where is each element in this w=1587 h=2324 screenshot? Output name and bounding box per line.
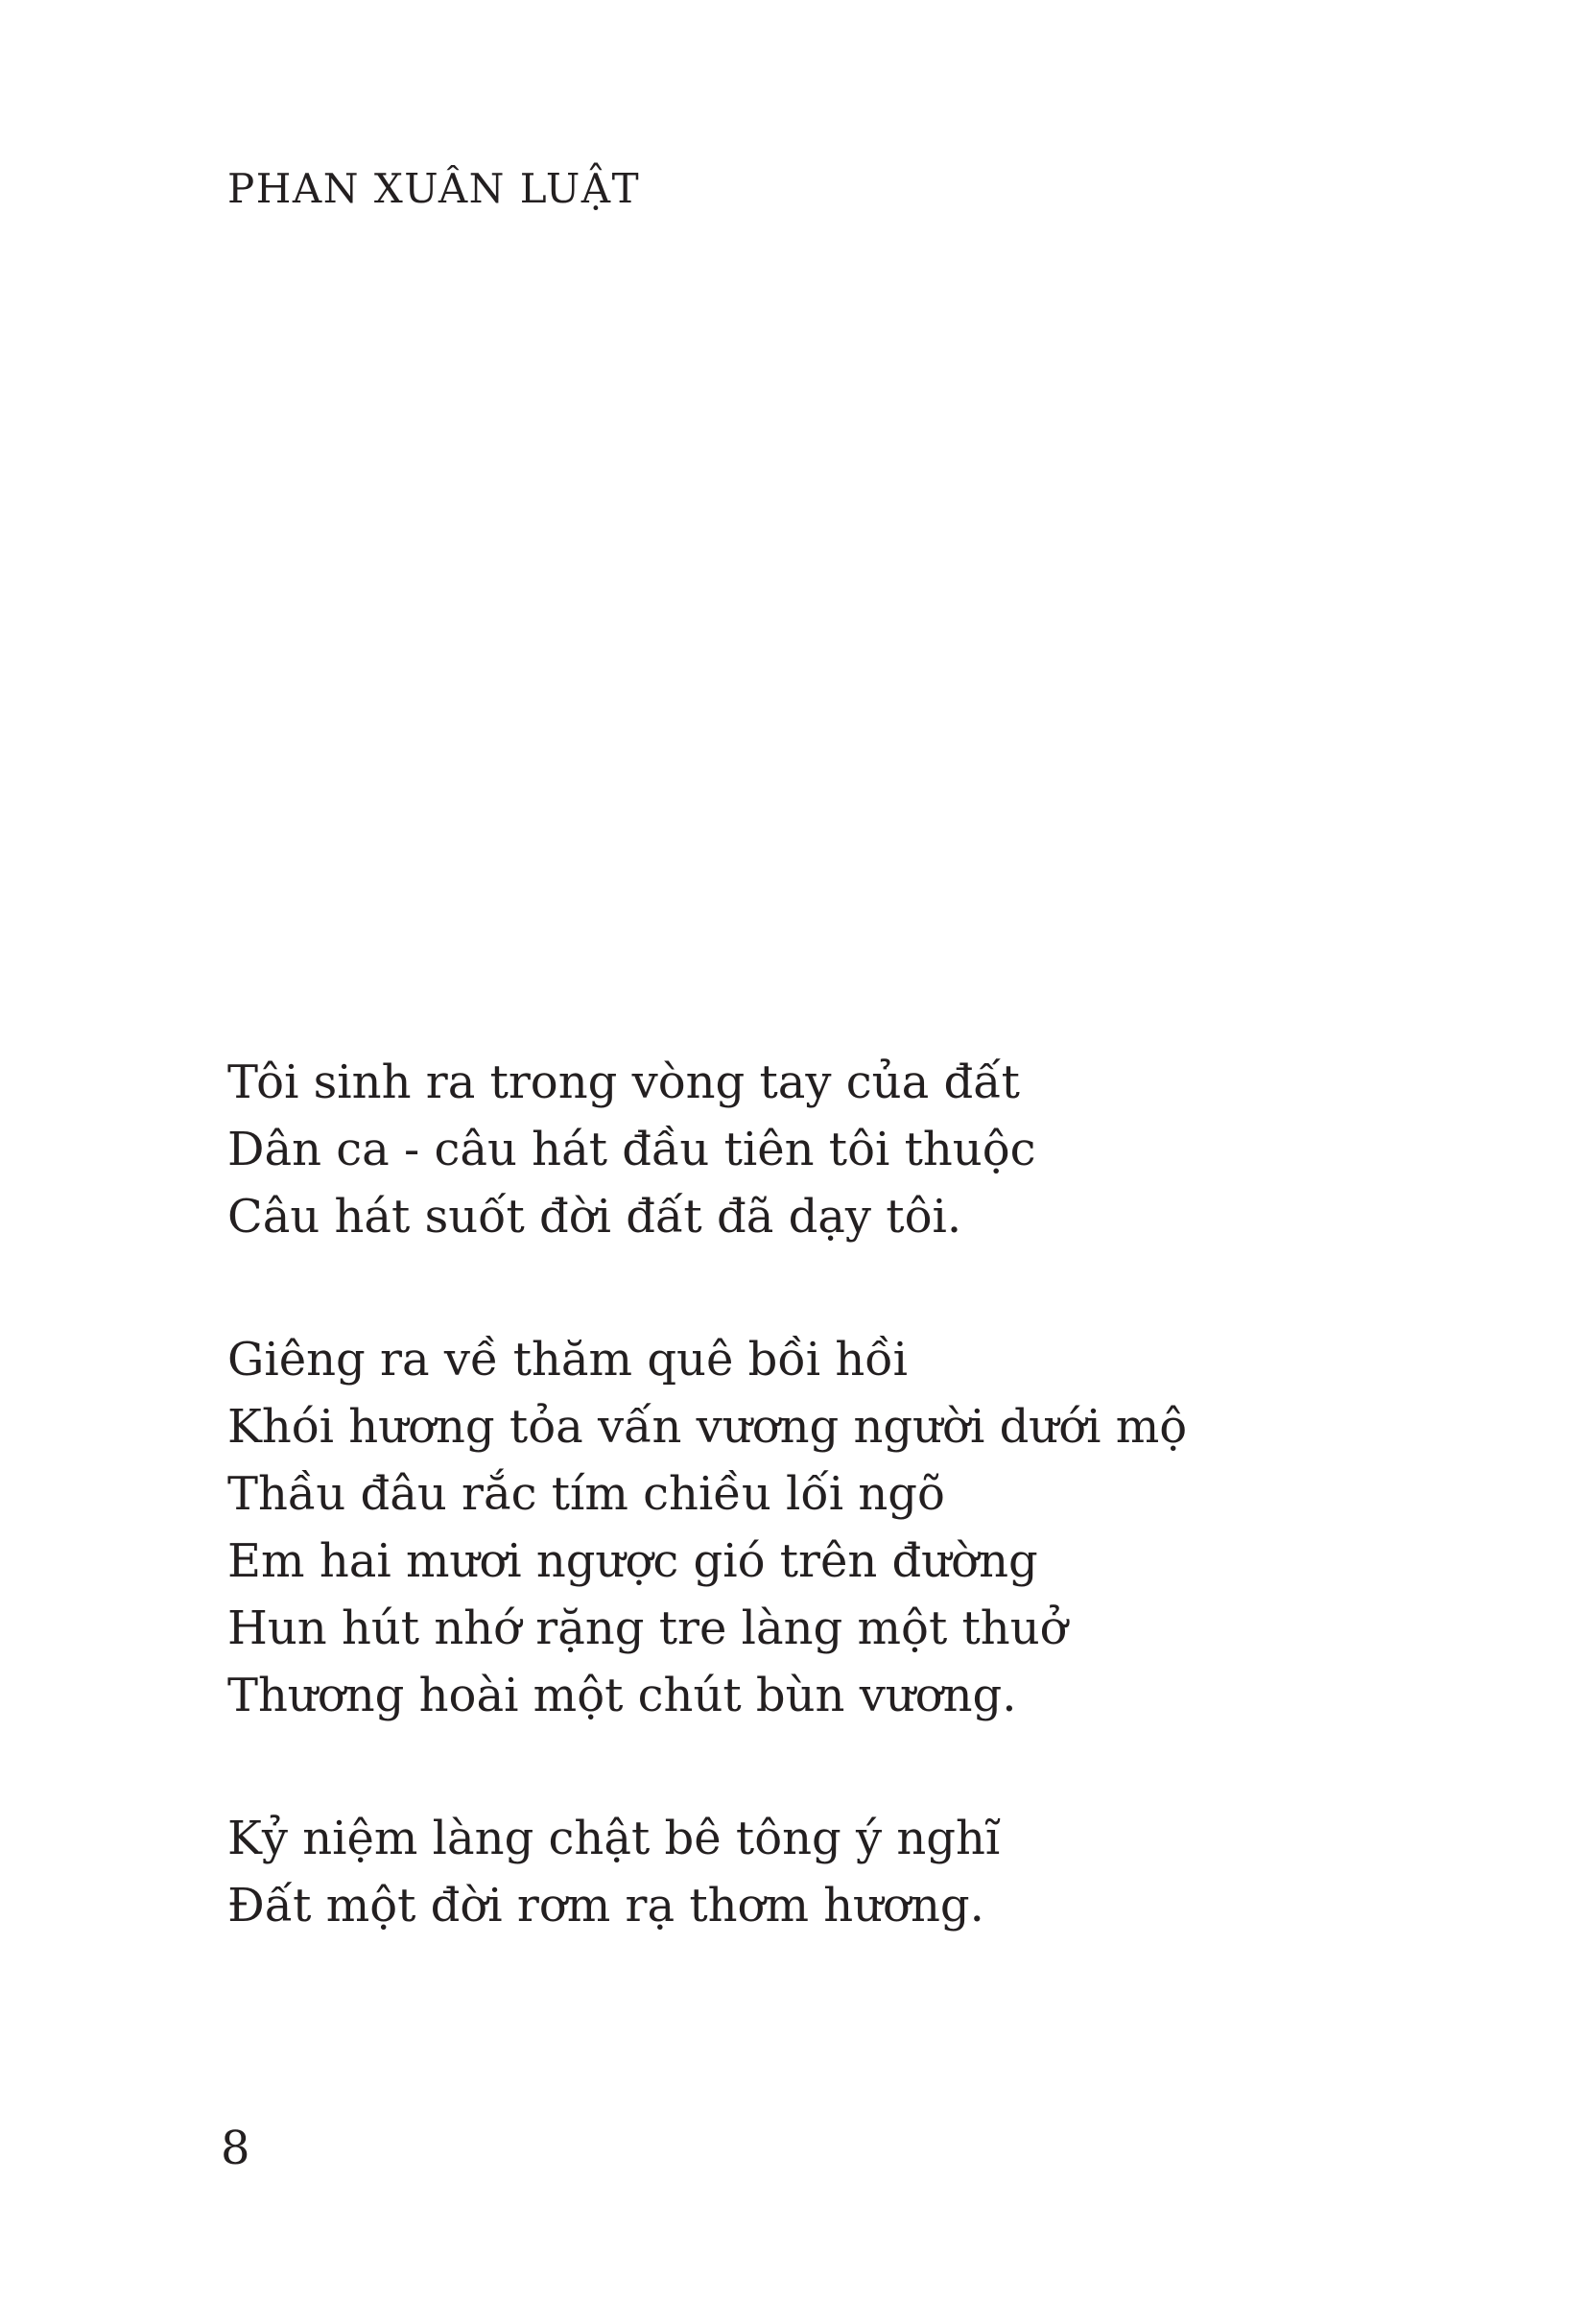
poem-line: Dân ca - câu hát đầu tiên tôi thuộc xyxy=(227,1123,1036,1176)
poem-line: Tôi sinh ra trong vòng tay của đất xyxy=(227,1055,1020,1109)
poem-line: Khói hương tỏa vấn vương người dưới mộ xyxy=(227,1400,1188,1454)
poem-line: Thầu đâu rắc tím chiều lối ngõ xyxy=(227,1467,945,1521)
page-number: 8 xyxy=(221,2122,250,2175)
stanza-1 xyxy=(227,1049,1187,1250)
poem-line: Hun hút nhớ rặng tre làng một thuở xyxy=(227,1601,1068,1655)
poem-line: Câu hát suốt đời đất đã dạy tôi. xyxy=(227,1190,962,1244)
poem xyxy=(227,1049,1187,2015)
poem-line: Thương hoài một chút bùn vương. xyxy=(227,1669,1017,1722)
poem-line: Em hai mươi ngược gió trên đường xyxy=(227,1534,1038,1588)
stanza-2 xyxy=(227,1326,1187,1729)
poem-line: Đất một đời rơm rạ thơm hương. xyxy=(227,1879,984,1933)
poem-line: Giêng ra về thăm quê bồi hồi xyxy=(227,1333,908,1387)
author-header: PHAN XUÂN LUẬT xyxy=(227,165,641,212)
poem-line: Kỷ niệm làng chật bê tông ý nghĩ xyxy=(227,1812,1001,1865)
stanza-3 xyxy=(227,1805,1187,1939)
